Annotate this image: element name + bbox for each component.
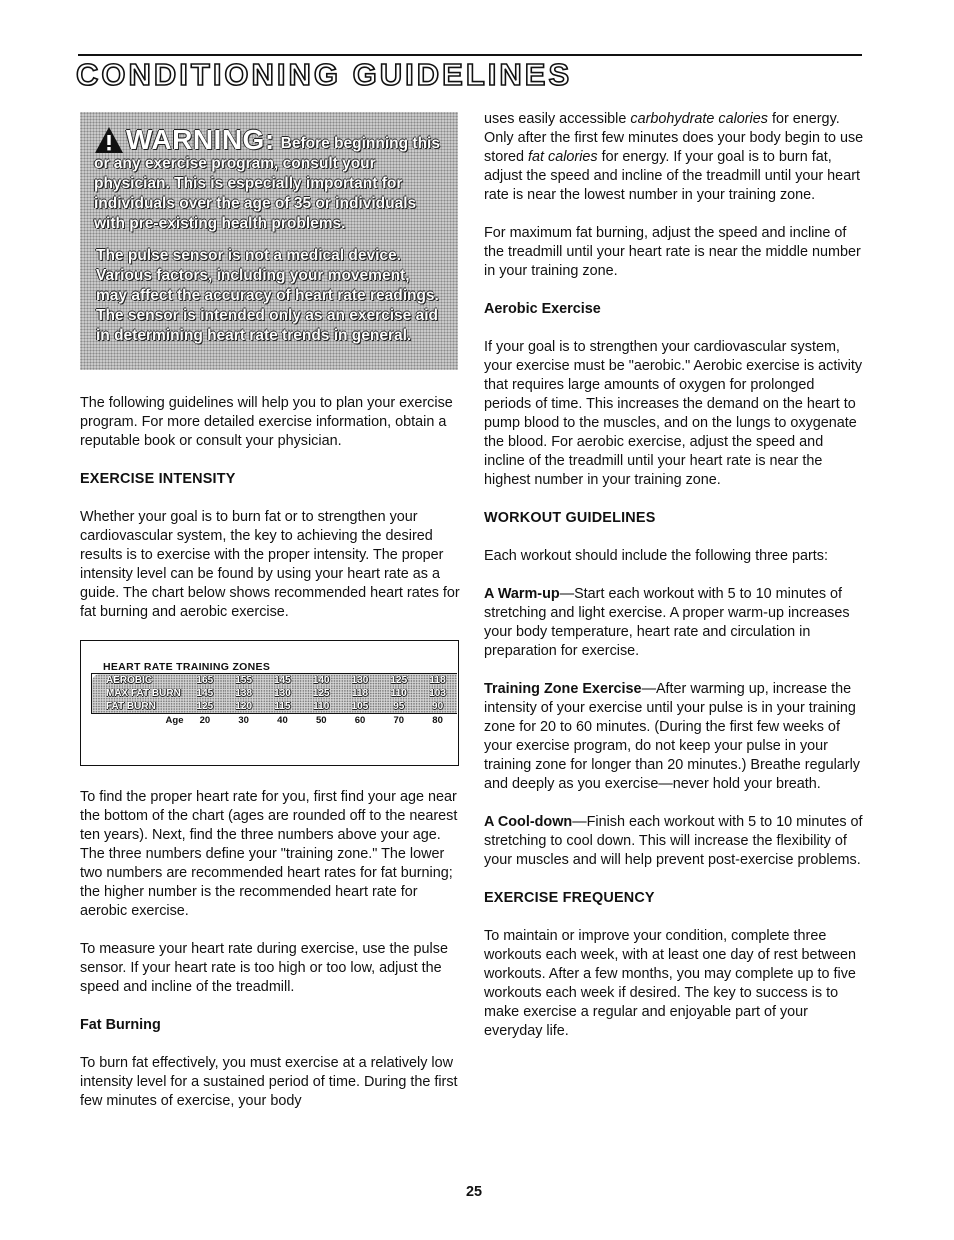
heart-rate-chart (80, 640, 459, 766)
table-cell: 125 (302, 687, 341, 700)
table-cell: 110 (379, 687, 418, 700)
training-zone-paragraph (484, 680, 864, 794)
text-span: —Finish each workout with 5 to 10 minutes of stretching to cool down. This will increase the flexibility of your muscles and will help prevent post-exercise problems. (484, 814, 863, 868)
text-span: uses easily accessible (484, 111, 631, 127)
carb-calories-emphasis: carbohydrate calories (630, 111, 768, 127)
table-cell: 138 (224, 687, 263, 700)
table-cell: 90 (418, 700, 457, 714)
chart-title: HEART RATE TRAINING ZONES (103, 661, 271, 673)
warmup-lead: A Warm-up (484, 586, 560, 602)
table-cell: 110 (302, 700, 341, 714)
text-span: for energy. Only after the first few minutes does your body begin to use stored (484, 111, 864, 165)
table-cell: 125 (379, 674, 418, 688)
table-cell: 165 (186, 674, 225, 688)
table-row (92, 700, 458, 714)
max-fat-burn-paragraph: For maximum fat burning, adjust the speed and incline of the treadmill until your heart rate is near the middle number in your training zone. (484, 225, 861, 279)
row-label: MAX FAT BURN (92, 687, 186, 700)
text-span: for energy. If your goal is to burn fat, adjust the speed and incline of the treadmill until your heart rate is near the lowest number in your training zone. (484, 149, 860, 203)
table-cell: 118 (341, 687, 380, 700)
row-label: FAT BURN (92, 700, 186, 714)
aerobic-paragraph: If your goal is to strengthen your cardiovascular system, your exercise must be "aerobic." Aerobic exercise is activity that requires large amounts of oxygen for prolonged periods of time. This increases the demand on the heart to pump blood to the muscles, and on the lungs to oxygenate the blood. For aerobic exercise, adjust the speed and incline of the treadmill until your heart rate is near the highest number in your training zone. (484, 339, 863, 488)
table-cell: 118 (418, 674, 457, 688)
table-cell: 105 (341, 700, 380, 714)
table-cell: 95 (379, 700, 418, 714)
intro-paragraph: The following guidelines will help you to plan your exercise program. For more detailed exercise information, obtain a reputable book or consult your physician. (80, 395, 453, 449)
cooldown-lead: A Cool-down (484, 814, 573, 830)
heart-rate-table (91, 673, 457, 727)
left-column-lower (80, 788, 464, 1130)
left-column (80, 394, 464, 641)
age-cell: 70 (393, 715, 405, 726)
age-cell: 30 (238, 715, 249, 726)
age-cell: 60 (354, 715, 366, 726)
workout-guidelines-heading: WORKOUT GUIDELINES (484, 510, 656, 526)
table-row (92, 687, 458, 700)
table-cell: 103 (418, 687, 457, 700)
warning-heading-row (94, 126, 444, 154)
page-title: CONDITIONING GUIDELINES (76, 57, 573, 92)
fat-burning-paragraph: To burn fat effectively, you must exercise at a relatively low intensity level for a sustained period of time. During the first few minutes of exercise, your body (80, 1055, 458, 1109)
age-cell: 20 (199, 715, 211, 726)
table-cell: 155 (224, 674, 263, 688)
text-span: —Start each workout with 5 to 10 minutes of stretching and light exercise. A proper warm-up increases your body temperature, heart rate and circulation in preparation for exercise. (484, 586, 850, 659)
find-rate-paragraph: To find the proper heart rate for you, first find your age near the bottom of the chart (ages are rounded off to the nearest ten years). Next, find the three numbers above your age. The three numbers define your "training zone." The lower two numbers are recommended heart rates for fat burning; the higher number is the recommended heart rate for aerobic exercise. (80, 789, 458, 919)
exercise-frequency-heading: EXERCISE FREQUENCY (484, 890, 655, 906)
fat-burning-heading: Fat Burning (80, 1017, 161, 1033)
text-span: —After warming up, increase the intensity of your exercise until your pulse is in your training zone for 20 to 60 minutes. (During the first few weeks of your exercise program, do not keep your pulse in your training zone for longer than 20 minutes.) Breathe regularly and deeply as you exercise—never hold your breath. (484, 681, 860, 792)
right-column (484, 110, 864, 1060)
aerobic-heading: Aerobic Exercise (484, 301, 601, 317)
warmup-paragraph (484, 585, 864, 661)
age-cell: 40 (277, 715, 288, 726)
warning-paragraph-1: or any exercise program, consult your physician. This is especially important for individuals over the age of 35 or individuals with pre-existing health problems. (94, 155, 417, 232)
training-zone-lead: Training Zone Exercise (484, 681, 642, 697)
warning-box (80, 112, 458, 370)
age-label: Age (165, 715, 184, 726)
frequency-paragraph: To maintain or improve your condition, complete three workouts each week, with at least one day of rest between workouts. After a few months, you may complete up to five workouts each week if desired. The key to success is to make exercise a regular and enjoyable part of your everyday life. (484, 928, 856, 1039)
age-cell: 50 (315, 715, 327, 726)
measure-rate-paragraph: To measure your heart rate during exercise, use the pulse sensor. If your heart rate is too high or too low, adjust the speed and incline of the treadmill. (80, 941, 448, 995)
table-cell: 145 (263, 674, 302, 688)
table-cell: 125 (186, 700, 225, 714)
table-cell: 115 (263, 700, 302, 714)
workout-paragraph: Each workout should include the following three parts: (484, 548, 828, 564)
age-cell: 80 (432, 715, 443, 726)
fat-calories-emphasis: fat calories (528, 149, 598, 165)
warning-paragraph-2: The pulse sensor is not a medical device. Various factors, including your movement, may affect the accuracy of heart rate readings. The sensor is intended only as an exercise aid in determining heart rate trends in general. (96, 247, 439, 344)
table-cell: 130 (263, 687, 302, 700)
warning-word: WARNING: (126, 124, 275, 155)
table-cell: 145 (186, 687, 225, 700)
row-label: AEROBIC (92, 674, 186, 688)
page-number: 25 (466, 1184, 483, 1200)
age-row (92, 714, 458, 728)
warning-lead-in: Before beginning this (280, 135, 440, 152)
table-cell: 140 (302, 674, 341, 688)
exercise-intensity-heading: EXERCISE INTENSITY (80, 471, 236, 487)
table-row (92, 674, 458, 688)
fat-calories-paragraph (484, 110, 864, 205)
cooldown-paragraph (484, 813, 864, 870)
table-cell: 130 (341, 674, 380, 688)
intensity-paragraph: Whether your goal is to burn fat or to strengthen your cardiovascular system, the key to achieving the desired results is to exercise with the proper intensity. The proper intensity level can be found by using your heart rate as a guide. The chart below shows recommended heart rates for fat burning and aerobic exercise. (80, 509, 460, 620)
table-cell: 120 (224, 700, 263, 714)
warning-triangle-icon (94, 126, 124, 154)
